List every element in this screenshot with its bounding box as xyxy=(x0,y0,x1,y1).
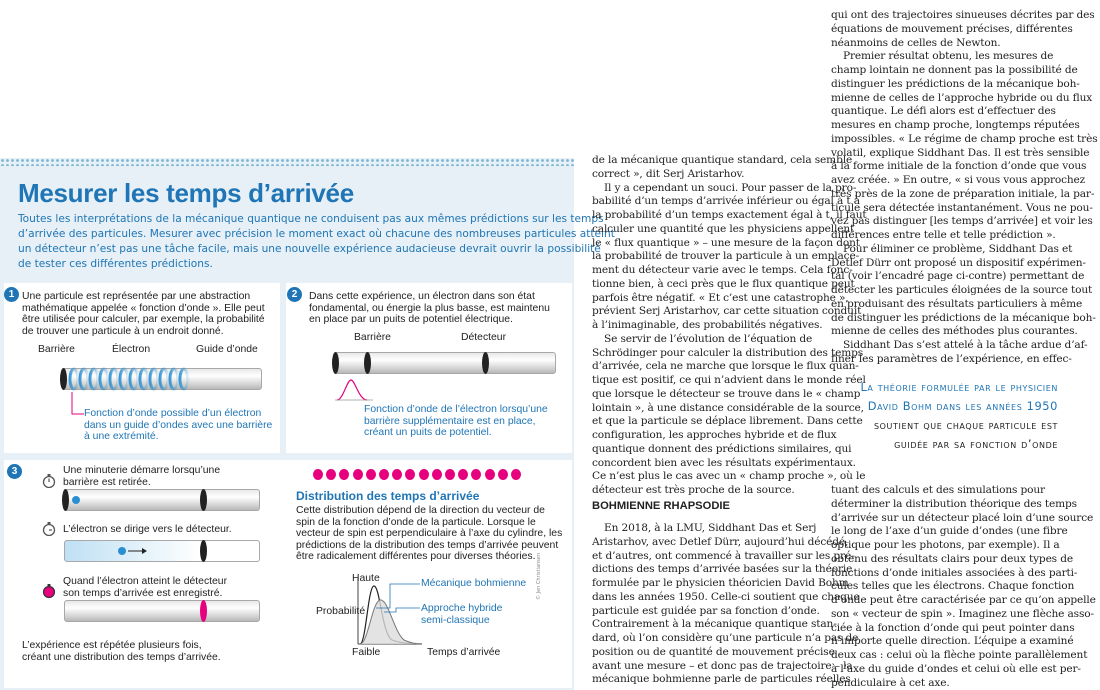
article-line: prévient Serj Aristarhov, car cette situation conduit xyxy=(592,305,862,318)
article-line: parfois être négatif. « Et c’est une catastrophe », xyxy=(592,291,849,304)
panel2-caption-line: Fonction d’onde de l’électron lorsqu’une xyxy=(364,404,548,415)
article-line: ticule sera détectée instantanément. Vous ne pou- xyxy=(831,201,1093,214)
article-line: et que la particule se déplace librement. Dans cette xyxy=(592,415,863,428)
waveguide-tube xyxy=(64,540,260,562)
label-barrier: Barrière xyxy=(354,332,391,343)
arrow-right-icon xyxy=(128,546,148,556)
electron-dot-icon xyxy=(118,547,126,555)
pullquote-line: guidée par sa fonction d’onde xyxy=(894,437,1058,451)
article-line: configuration, les approches hybride et de flux xyxy=(592,429,837,441)
article-line: son « vecteur de spin ». Imaginez une flèche asso- xyxy=(831,607,1094,620)
stopwatch-icon xyxy=(353,469,363,480)
pullquote-black xyxy=(836,416,1058,454)
detector-cap xyxy=(200,489,207,511)
panel2-line: en place par un puits de potentiel électrique. xyxy=(309,314,513,326)
panel2-caption xyxy=(364,404,548,439)
article-line: tique est positif, ce qui n’advient dans le monde réel xyxy=(592,374,866,386)
distribution-line: vecteur de spin est perpendiculaire à l’axe du cylindre, les xyxy=(296,528,563,540)
article-line: détecter les particules éloignées de la source tout xyxy=(831,284,1093,296)
legend-hybrid-line: semi-classique xyxy=(421,614,490,626)
article-line: Siddhant Das s’est attelé à la tâche ardue d’af- xyxy=(843,339,1088,351)
step3-text xyxy=(63,576,227,599)
article-column-right-2 xyxy=(831,484,1096,690)
intro-line: de tester ces différentes prédictions. xyxy=(18,258,213,270)
step3-line: son temps d’arrivée est enregistré. xyxy=(63,587,223,599)
article-line: Detlef Dürr ont proposé un dispositif expérimen- xyxy=(831,256,1086,269)
section-subhead: BOHMIENNE RHAPSODIE xyxy=(592,500,730,512)
article-line: Premier résultat obtenu, les mesures de xyxy=(843,50,1054,63)
article-line: impossibles. « Le régime de champ proche est très xyxy=(831,132,1098,145)
article-line: d’arrivée, cela ne marche que lorsque le flux quan- xyxy=(592,360,859,373)
step1-text xyxy=(63,465,220,488)
article-column-right xyxy=(831,9,1098,367)
stopwatch-icon xyxy=(498,469,508,480)
stopwatch-icon xyxy=(419,469,429,480)
stopwatch-icon xyxy=(313,469,323,480)
legend-bohmian: Mécanique bohmienne xyxy=(421,578,527,589)
step-badge-2: 2 xyxy=(287,287,302,302)
article-line: la probabilité de trouver la particule à un emplace- xyxy=(592,250,859,263)
panel1-caption-line: Fonction d’onde possible d’un électron xyxy=(84,408,262,419)
article-line: mesures en champ proche, longtemps réputées xyxy=(831,119,1080,131)
article-line: En 2018, à la LMU, Siddhant Das et Serj xyxy=(604,522,817,534)
barrier-cap xyxy=(364,352,371,374)
article-line: finer les paramètres de l’expérience, en effec- xyxy=(831,352,1072,365)
panel2-caption-line: barrière supplémentaire est en place, xyxy=(364,415,536,427)
article-line: très près de la zone de préparation initiale, la par- xyxy=(831,187,1095,200)
article-line: quantique. Le défi alors est d’effectuer des xyxy=(831,105,1056,118)
stopwatch-icon xyxy=(366,469,376,480)
article-line: mienne de celles de l’approche hybride ou du flux xyxy=(831,91,1093,104)
label-waveguide: Guide d’onde xyxy=(196,344,258,355)
infobox-title: Mesurer les temps d’arrivée xyxy=(18,178,354,208)
article-line: à l’inimaginable, des probabilités négatives. xyxy=(592,319,823,331)
pullquote-line: La théorie formulée par le physicien xyxy=(860,380,1058,394)
article-line: le « flux quantique » – une mesure de la façon dont xyxy=(592,236,860,249)
intro-line: un détecteur n’est pas une tâche facile, mais une nouvelle expérience audacieuse devrait ouvrir la possibilité xyxy=(18,243,601,255)
article-line: à l’axe du guide d’ondes et celui où elle est per- xyxy=(831,662,1081,675)
stopwatch-icon xyxy=(379,469,389,480)
pullquote-line: soutient que chaque particule est xyxy=(873,418,1058,432)
article-line: et d’autres, ont commencé à travailler sur les pré- xyxy=(592,549,855,562)
step1-line: Une minuterie démarre lorsqu’une xyxy=(63,465,221,476)
article-line: mienne de celles des méthodes plus courantes. xyxy=(831,325,1078,338)
article-line: formulée par le physicien théoricien David Bohm xyxy=(592,577,849,589)
article-line: déterminer la distribution théorique des temps xyxy=(831,497,1077,510)
infobox-intro xyxy=(18,212,615,272)
article-line: en produisant des résultats particuliers à même xyxy=(831,297,1083,310)
article-line: fonctions d’onde initiales associées à des parti- xyxy=(831,566,1078,579)
axis-low: Faible xyxy=(352,647,381,658)
article-line: Schrödinger pour calculer la distribution des temps xyxy=(592,346,864,359)
article-line: correct », dit Serj Aristarhov. xyxy=(592,167,745,180)
article-line: équations de mouvement précises, différentes xyxy=(831,22,1073,35)
article-line: cules telles que les électrons. Chaque fonction xyxy=(831,580,1075,593)
stopwatch-alarm-icon xyxy=(42,584,56,598)
article-line: à la forme initiale de la fonction d’onde que vous xyxy=(831,160,1087,173)
article-line: la probabilité d’un temps exactement égal à t, il faut xyxy=(592,209,867,221)
stopwatch-icon xyxy=(432,469,442,480)
stopwatch-icon xyxy=(485,469,495,480)
panel2-caption-line: créant un puits de potentiel. xyxy=(364,427,492,439)
article-line: Pour éliminer ce problème, Siddhant Das et xyxy=(843,242,1073,255)
article-line: Ce n’est plus le cas avec un « champ proche », où le xyxy=(592,470,866,483)
article-line: Se servir de l’évolution de l’équation de xyxy=(604,332,813,345)
stopwatch-icon xyxy=(42,522,56,536)
distribution-text xyxy=(296,505,562,563)
detector-cap xyxy=(482,352,489,374)
step1-line: barrière est retirée. xyxy=(63,476,151,488)
panel1-line: mathématique appelée « fonction d’onde ». Elle peut xyxy=(22,302,265,314)
article-line: que lorsque le détecteur se trouve dans le « champ xyxy=(592,387,861,400)
article-line: tal (voir l’encadré page ci-contre) permettant de xyxy=(831,270,1085,283)
article-line: Contrairement à la mécanique quantique stan- xyxy=(592,618,837,631)
step-badge-3: 3 xyxy=(7,464,22,479)
article-line: optique pour les photons, par exemple). Il a xyxy=(831,539,1060,551)
panel1-line: de trouver une particule à un endroit donné. xyxy=(22,325,224,337)
panel1-caption-line: à une extrémité. xyxy=(84,431,159,443)
panel1-line: être utilisée pour calculer, par exemple, la probabilité xyxy=(22,314,265,326)
article-line: avez créée. » En outre, « si vous vous approchez xyxy=(831,174,1086,186)
panel3-footer xyxy=(22,640,221,663)
axis-x-label: Temps d’arrivée xyxy=(427,647,501,658)
step2-text xyxy=(63,524,232,536)
legend-leaders xyxy=(376,578,426,618)
panel1-caption-line: dans un guide d’ondes avec une barrière xyxy=(84,419,273,431)
article-line: distinguer les prédictions de la mécanique boh- xyxy=(831,77,1080,90)
barrier-cap xyxy=(62,489,69,511)
article-line: n’importe quelle direction. L’équipe a examiné xyxy=(831,635,1074,648)
barrier-cap xyxy=(332,352,339,374)
article-line: volatil, explique Siddhant Das. Il est très sensible xyxy=(831,146,1090,159)
article-line: ment du détecteur varie avec le temps. Cela fonc- xyxy=(592,264,853,276)
distribution-line: Cette distribution dépend de la direction du vecteur de xyxy=(296,505,545,516)
article-line: obtenu des résultats clairs pour deux types de xyxy=(831,552,1073,565)
panel2-line: Dans cette expérience, un électron dans son état xyxy=(309,291,535,302)
axis-y-label: Probabilité xyxy=(316,606,366,617)
article-line: calculer une quantité que les physiciens appellent xyxy=(592,222,855,235)
article-line: Il y a cependant un souci. Pour passer de la pro- xyxy=(604,181,857,194)
panel2-line: fondamental, ou énergie la plus basse, est maintenu xyxy=(309,302,550,314)
article-line: quantique donnent des prédictions similaires, qui xyxy=(592,442,852,455)
label-electron: Électron xyxy=(112,344,151,355)
article-line: ciée à la fonction d’onde qui peut pointer dans xyxy=(831,621,1075,634)
distribution-line: spin de la fonction d’onde de la particule. Lorsque le xyxy=(296,516,536,528)
footer-line: créant une distribution des temps d’arrivée. xyxy=(22,651,221,663)
detector-cap xyxy=(200,540,207,562)
article-line: vez pas distinguer [les temps d’arrivée] et voir les xyxy=(831,215,1093,228)
step3-line: Quand l’électron atteint le détecteur xyxy=(63,576,228,587)
pullquote-blue xyxy=(836,378,1058,416)
article-line: le long de l’axe d’un guide d’ondes (une fibre xyxy=(831,525,1068,538)
article-line: qui ont des trajectoires sinueuses décrites par des xyxy=(831,9,1095,21)
article-line: babilité d’un temps d’arrivée inférieur ou égal à t à xyxy=(592,195,860,208)
article-line: de la mécanique quantique standard, cela semble xyxy=(592,154,853,166)
pullquote-line: David Bohm dans les années 1950 xyxy=(867,399,1058,413)
article-column-middle-2 xyxy=(592,522,860,687)
illustration-credit: © Jen Christiansen xyxy=(536,552,542,600)
panel1-line: Une particule est représentée par une abstraction xyxy=(22,291,251,302)
article-line: détecteur est très proche de la source. xyxy=(592,484,795,496)
article-line: avant une mesure – et donc pas de trajectoire – la xyxy=(592,659,853,672)
article-line: lointain », à une distance considérable de la source, xyxy=(592,401,864,414)
potential-well-icon xyxy=(335,378,375,404)
article-line: dictions des temps d’arrivée basées sur la théorie xyxy=(592,563,853,576)
article-line: tionne bien, à ceci près que le flux quantique peut xyxy=(592,277,855,290)
distribution-title: Distribution des temps d’arrivée xyxy=(296,489,480,503)
panel1-text xyxy=(22,291,265,337)
article-line: mécanique bohmienne parle de particules réelles xyxy=(592,673,851,686)
waveguide-tube xyxy=(64,489,260,511)
stopwatch-icon xyxy=(445,469,455,480)
article-line: d’arrivée sur un détecteur placé loin d’une source xyxy=(831,511,1094,524)
intro-line: Toutes les interprétations de la mécanique quantique ne conduisent pas aux mêmes prédictions sur les temps xyxy=(18,213,604,225)
stopwatch-icon xyxy=(511,469,521,480)
article-line: deux cas : celui où la flèche pointe parallèlement xyxy=(831,649,1088,661)
article-line: Aristarhov, avec Detlef Dürr, aujourd’hui décédé, xyxy=(592,535,849,548)
article-line: position ou de quantité de mouvement précise xyxy=(592,645,835,658)
article-line: pendiculaire à cet axe. xyxy=(831,676,950,689)
footer-line: L’expérience est répétée plusieurs fois, xyxy=(22,640,202,651)
article-line: différences entre telle et telle prédiction ». xyxy=(831,229,1056,241)
wavefunction-spread-icon xyxy=(66,364,226,394)
distribution-line: être radicalement différentes pour diverses théories. xyxy=(296,551,536,563)
panel2-text xyxy=(309,291,550,326)
article-line: dard, où l’on considère qu’une particule n’a pas de xyxy=(592,632,859,644)
article-line: tuant des calculs et des simulations pour xyxy=(831,484,1045,496)
dotted-border xyxy=(0,158,574,166)
article-line: de distinguer les prédictions de la mécanique boh- xyxy=(831,311,1096,324)
step-badge-1: 1 xyxy=(4,287,19,302)
intro-line: d’arrivée des particules. Mesurer avec précision le moment exact où chacune des nombreuses particules atteint xyxy=(18,228,615,240)
panel1-caption xyxy=(84,408,272,443)
distribution-line: prédictions de la distribution des temps d’arrivée peuvent xyxy=(296,539,559,551)
electron-dot-icon xyxy=(72,496,80,504)
label-detector: Détecteur xyxy=(461,332,507,343)
article-line: d’onde peut être caractérisée par ce qu’on appelle xyxy=(831,594,1096,606)
article-line: dans les années 1950. Celle-ci soutient que chaque xyxy=(592,590,860,603)
legend-hybrid-line: Approche hybride xyxy=(421,603,503,614)
article-line: particule est guidée par sa fonction d’onde. xyxy=(592,604,820,617)
step2-line: L’électron se dirige vers le détecteur. xyxy=(63,524,232,535)
article-line: concordent bien avec les résultats expérimentaux. xyxy=(592,456,856,469)
article-line: néanmoins de celles de Newton. xyxy=(831,36,1001,49)
label-barrier: Barrière xyxy=(38,344,75,355)
axis-high: Haute xyxy=(352,573,380,584)
stopwatch-icon xyxy=(42,474,56,488)
article-line: champ lointain ne donnent pas la possibilité de xyxy=(831,64,1078,76)
article-column-middle xyxy=(592,154,867,498)
detector-cap-hit xyxy=(200,600,207,622)
legend-hybrid xyxy=(421,603,502,626)
waveguide-tube xyxy=(64,600,260,622)
